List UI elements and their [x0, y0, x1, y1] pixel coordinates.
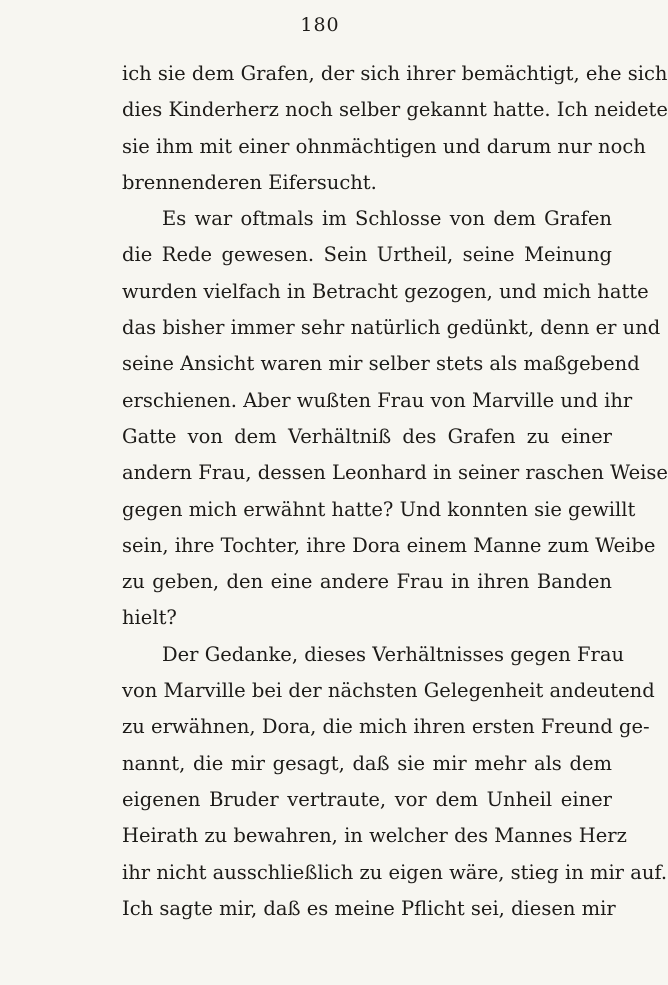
text-line: sie ihm mit einer ohnmächtigen und darum nur noch: [122, 134, 646, 158]
text-line: wurden vielfach in Betracht gezogen, und mich hatte: [122, 279, 649, 303]
text-line: seine Ansicht waren mir selber stets als maßgebend: [122, 352, 640, 376]
text-line: Gatte von dem Verhältniß des Grafen zu einer: [122, 424, 612, 448]
text-line: zu erwähnen, Dora, die mich ihren ersten Freund ge-: [122, 715, 650, 739]
text-line: eigenen Bruder vertraute, vor dem Unheil einer: [122, 787, 612, 811]
text-line: die Rede gewesen. Sein Urtheil, seine Meinung: [122, 243, 612, 267]
text-line: das bisher immer sehr natürlich gedünkt, denn er und: [122, 316, 661, 340]
text-line: brennenderen Eifersucht.: [122, 170, 377, 194]
text-line: ihr nicht ausschließlich zu eigen wäre, stieg in mir auf.: [122, 860, 668, 884]
text-line: Der Gedanke, dieses Verhältnisses gegen Frau: [162, 642, 625, 666]
page-number: 180: [300, 14, 340, 36]
body-text: [122, 56, 668, 927]
text-line: Es war oftmals im Schlosse von dem Grafen: [162, 207, 612, 231]
text-line: von Marville bei der nächsten Gelegenheit andeutend: [122, 679, 655, 703]
text-line: andern Frau, dessen Leonhard in seiner raschen Weise: [122, 461, 668, 485]
paragraph: [122, 201, 668, 637]
text-line: sein, ihre Tochter, ihre Dora einem Manne zum Weibe: [122, 533, 656, 557]
paragraph: [122, 56, 668, 201]
text-line: ich sie dem Grafen, der sich ihrer bemächtigt, ehe sich: [122, 62, 668, 85]
text-line: hielt?: [122, 606, 177, 630]
text-line: Heirath zu bewahren, in welcher des Mannes Herz: [122, 824, 627, 848]
text-line: nannt, die mir gesagt, daß sie mir mehr als dem: [122, 751, 612, 775]
text-line: gegen mich erwähnt hatte? Und konnten sie gewillt: [122, 497, 636, 521]
text-line: zu geben, den eine andere Frau in ihren Banden: [122, 570, 612, 594]
paragraph: [122, 637, 668, 927]
text-line: dies Kinderherz noch selber gekannt hatte. Ich neidete: [122, 98, 668, 122]
text-line: erschienen. Aber wußten Frau von Marville und ihr: [122, 388, 633, 412]
text-line: Ich sagte mir, daß es meine Pflicht sei, diesen mir: [122, 896, 616, 920]
